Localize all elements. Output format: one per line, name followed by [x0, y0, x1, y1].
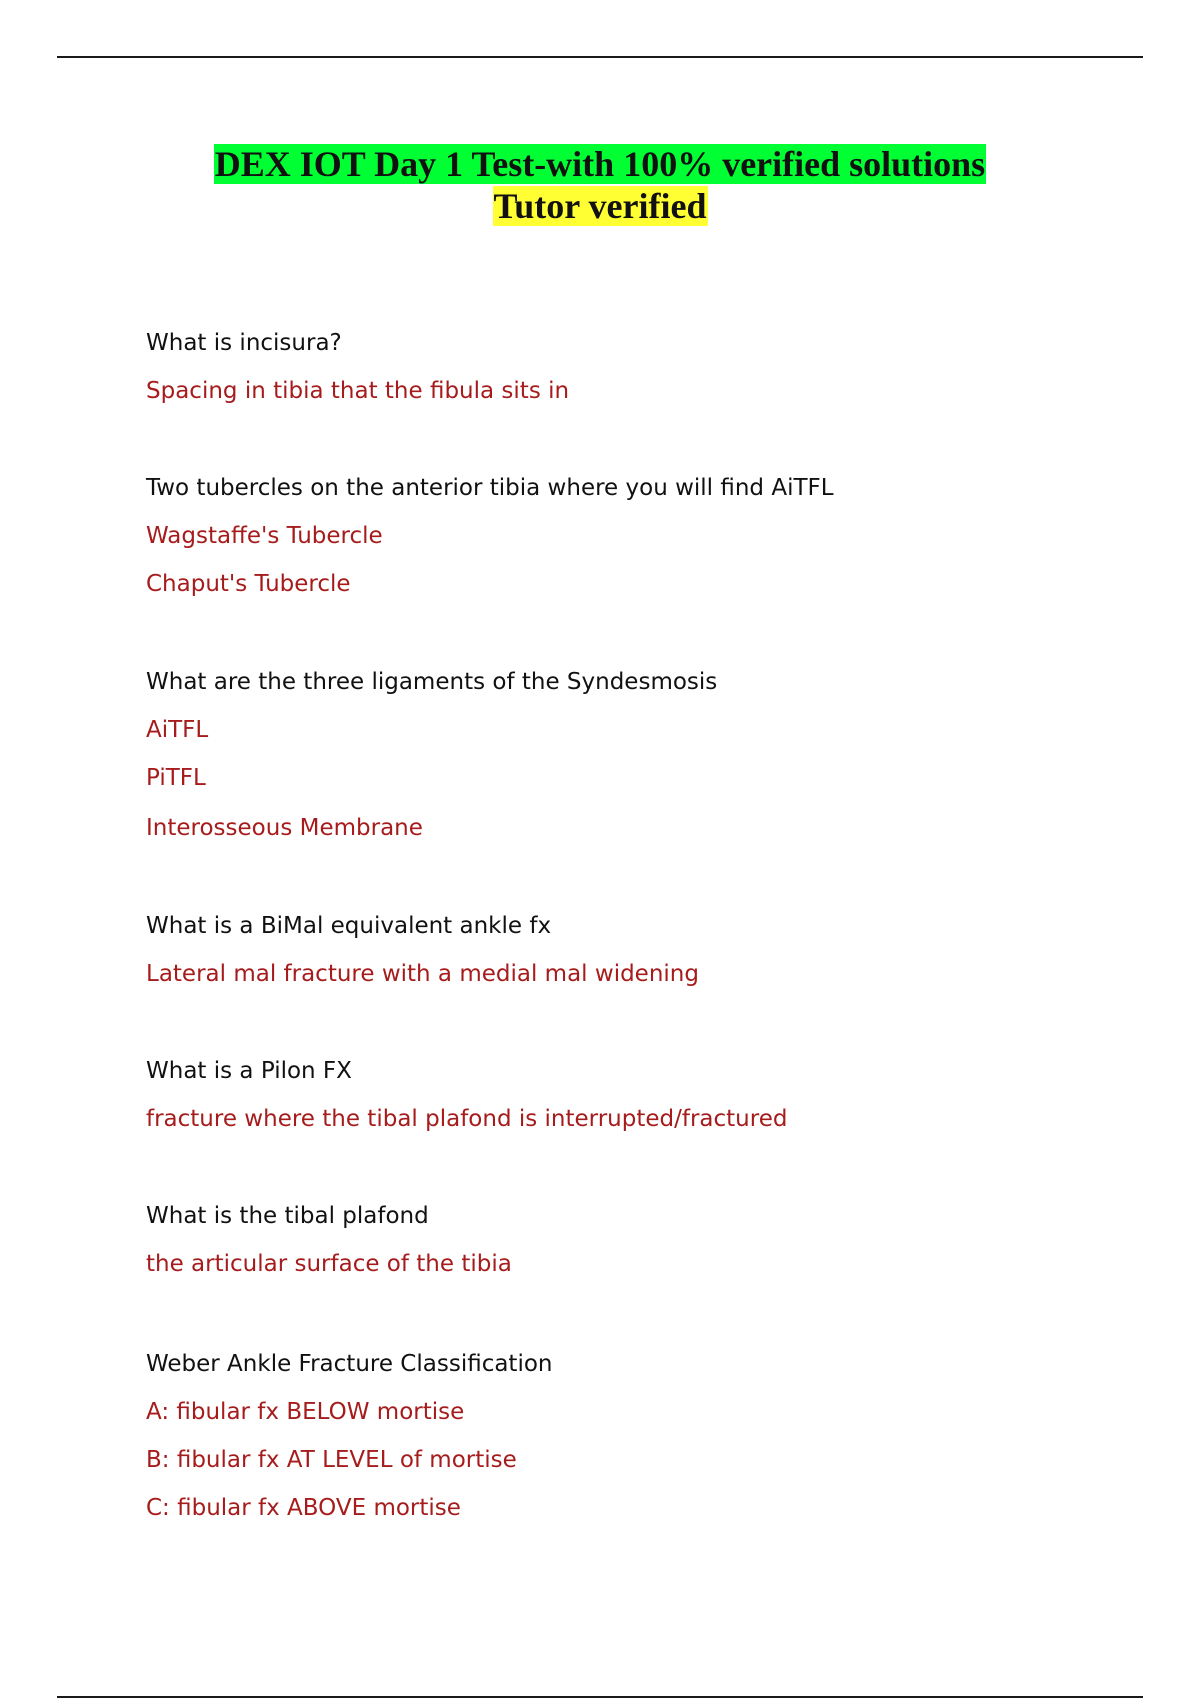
qa-item-weber [146, 1348, 1146, 1524]
qa-item-bimal [146, 910, 1146, 990]
question: Two tubercles on the anterior tibia where you will find AiTFL [146, 475, 834, 501]
question: What are the three ligaments of the Syndesmosis [146, 669, 718, 695]
title-highlight-green: DEX IOT Day 1 Test-with 100% verified solutions [214, 144, 986, 184]
answer: the articular surface of the tibia [146, 1251, 512, 1277]
answer: AiTFL [146, 717, 209, 743]
answer: Lateral mal fracture with a medial mal widening [146, 961, 699, 987]
answer: B: fibular fx AT LEVEL of mortise [146, 1447, 517, 1473]
qa-item-pilon [146, 1055, 1146, 1135]
title-line-1 [0, 143, 1200, 185]
answer: Chaput's Tubercle [146, 571, 351, 597]
answer: Spacing in tibia that the fibula sits in [146, 378, 570, 404]
answer: A: fibular fx BELOW mortise [146, 1399, 465, 1425]
question: What is the tibal plafond [146, 1203, 429, 1229]
answer: C: fibular fx ABOVE mortise [146, 1495, 461, 1521]
title-line-2 [0, 185, 1200, 227]
question: What is incisura? [146, 330, 342, 356]
qa-item-plafond [146, 1200, 1146, 1280]
bottom-rule [57, 1696, 1143, 1698]
question: Weber Ankle Fracture Classification [146, 1351, 553, 1377]
document-title [0, 143, 1200, 227]
question: What is a Pilon FX [146, 1058, 352, 1084]
qa-item-syndesmosis [146, 666, 1146, 844]
top-rule [57, 56, 1143, 58]
title-highlight-yellow: Tutor verified [493, 186, 707, 226]
question: What is a BiMal equivalent ankle fx [146, 913, 552, 939]
answer: fracture where the tibal plafond is interrupted/fractured [146, 1106, 788, 1132]
qa-item-tubercles [146, 472, 1146, 600]
answer: PiTFL [146, 765, 206, 791]
answer: Wagstaffe's Tubercle [146, 523, 383, 549]
qa-item-incisura [146, 327, 1146, 407]
answer: Interosseous Membrane [146, 815, 423, 841]
